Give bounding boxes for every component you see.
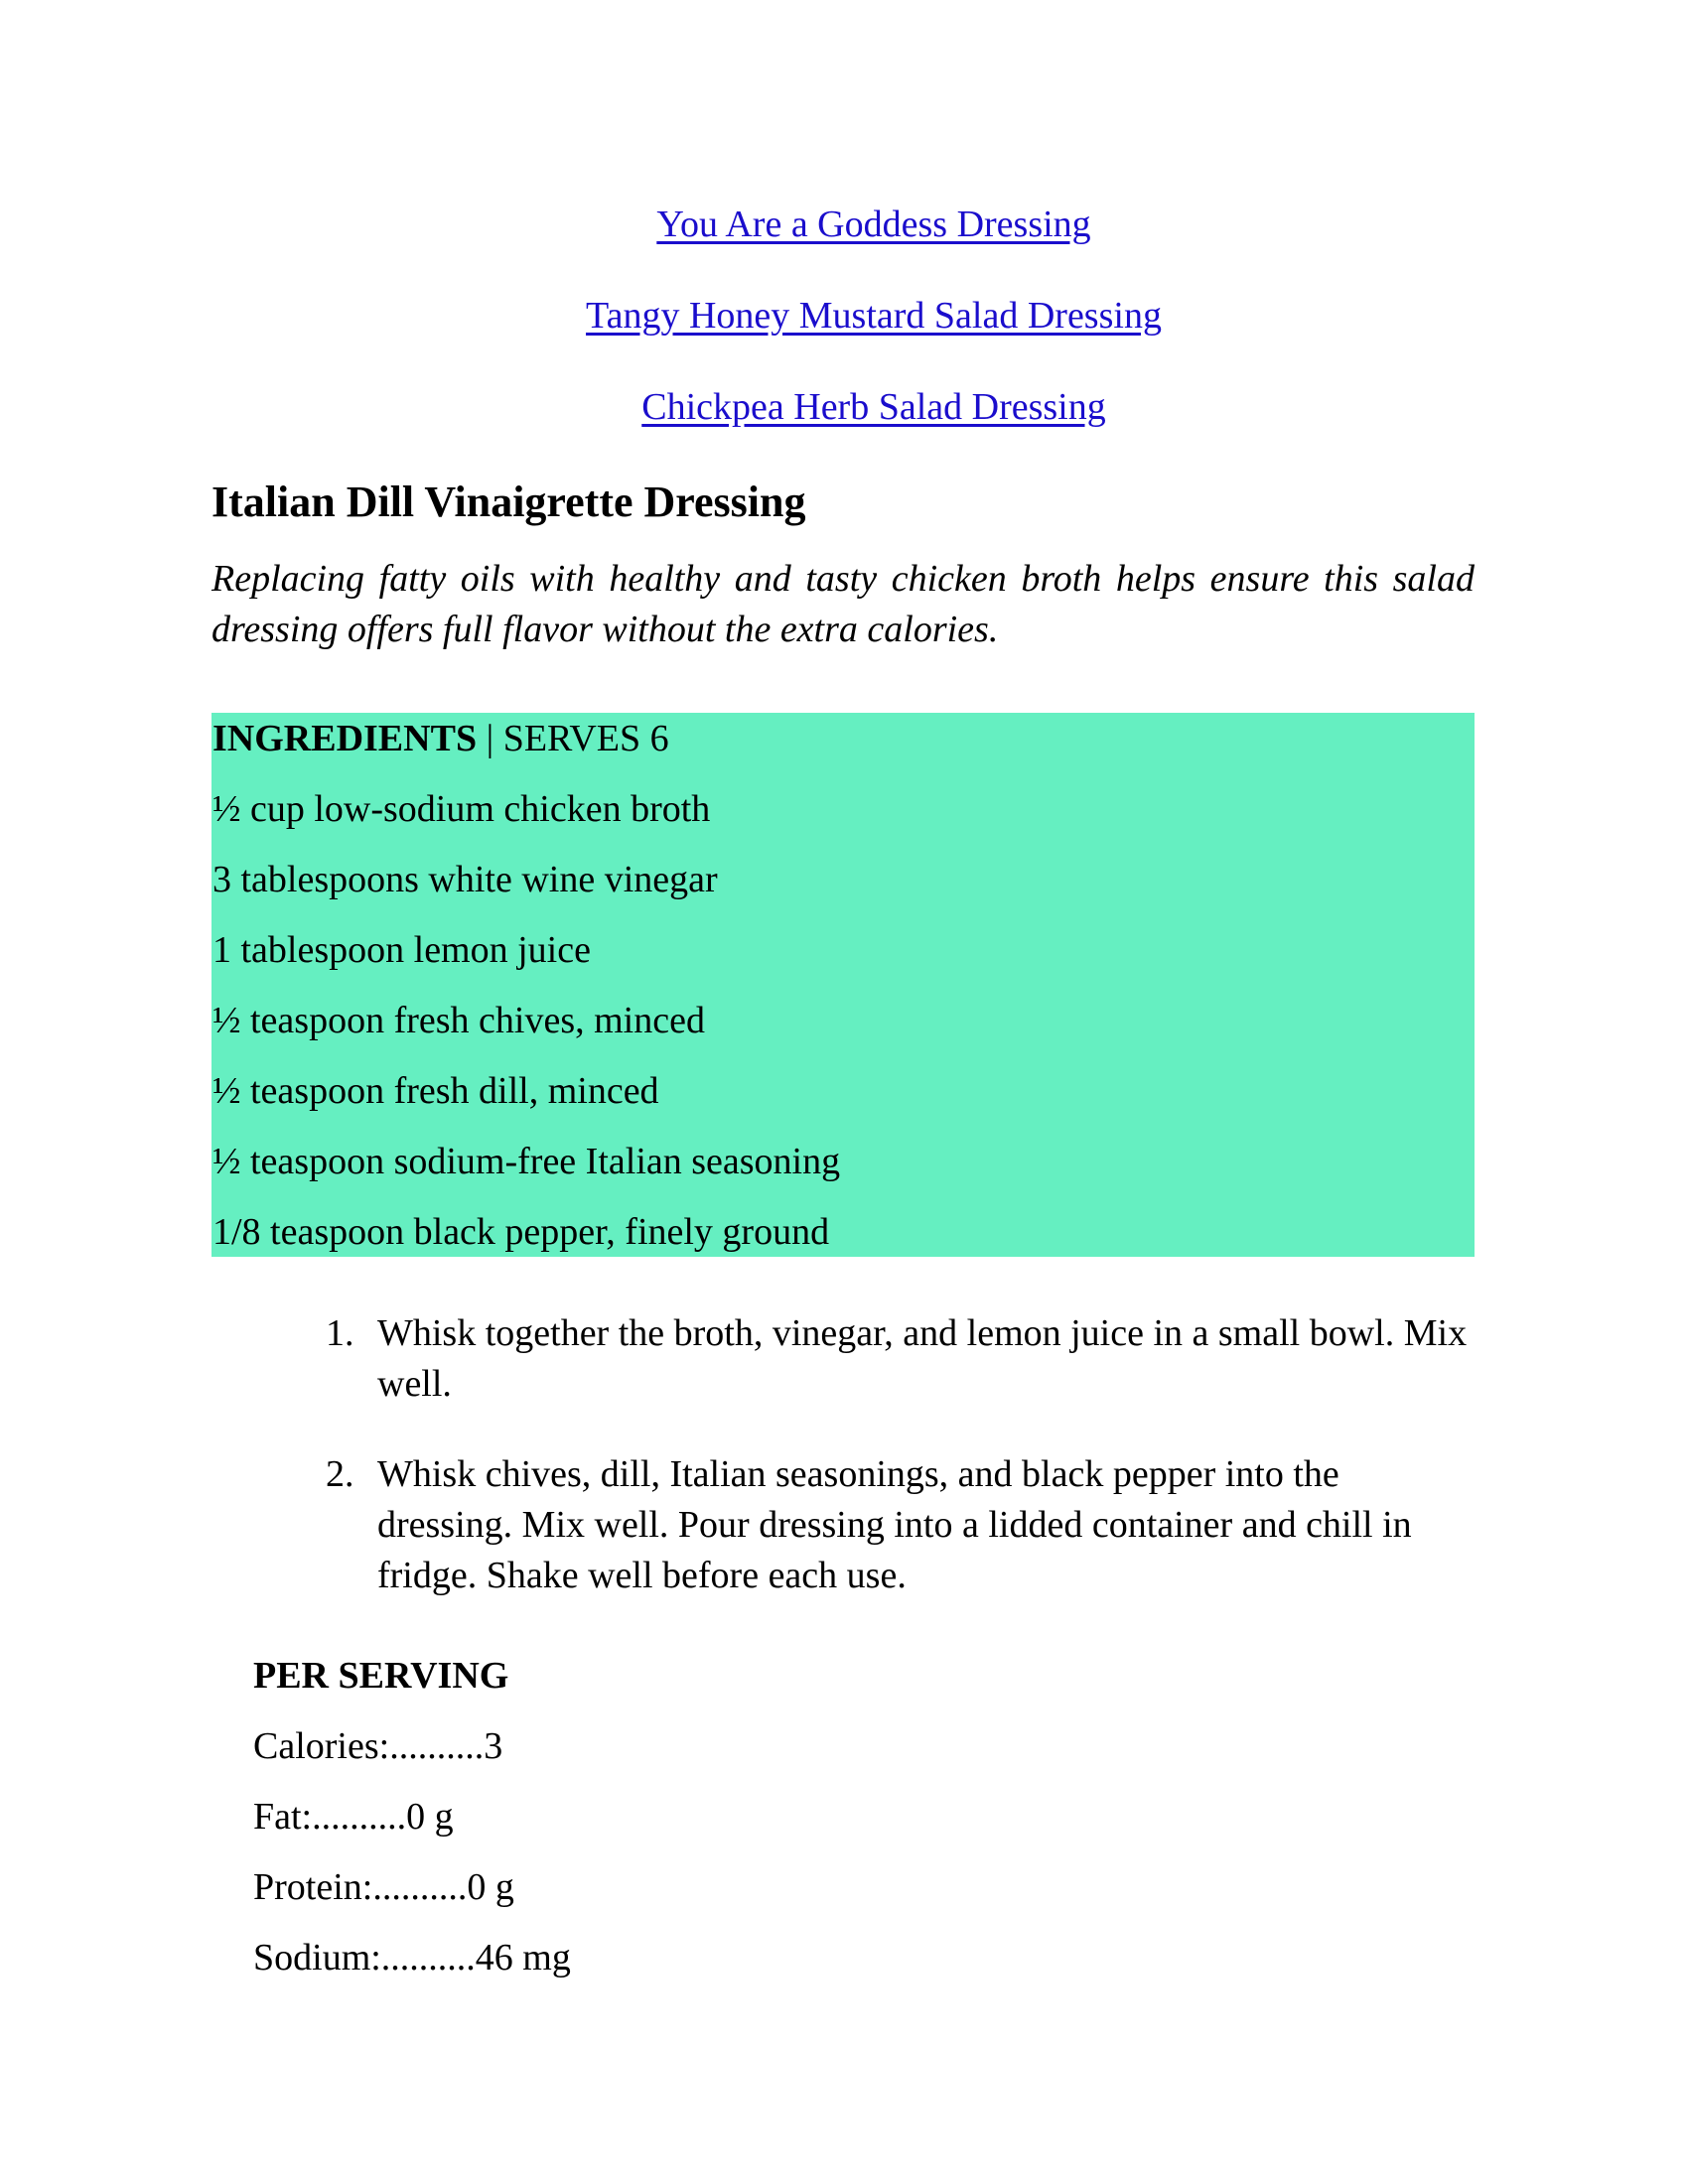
recipe-description: Replacing fatty oils with healthy and tasty chicken broth helps ensure this salad dressing offers full flavor without the extra calories. — [211, 558, 1475, 650]
step-text: Whisk together the broth, vinegar, and lemon juice in a small bowl. Mix well. — [377, 1312, 1468, 1405]
related-links — [0, 195, 1688, 469]
ingredients-header — [211, 713, 1475, 783]
nutrition-sodium: Sodium:..........46 mg — [253, 1937, 571, 1979]
related-link-row — [0, 286, 1688, 377]
ingredient-item: 3 tablespoons white wine vinegar — [212, 859, 718, 900]
nutrition-fat: Fat:..........0 g — [253, 1796, 454, 1838]
ingredient-item: ½ teaspoon sodium-free Italian seasoning — [212, 1141, 841, 1182]
recipe-title: Italian Dill Vinaigrette Dressing — [211, 478, 806, 526]
nutrition-facts — [253, 1648, 571, 2000]
ingredient-item: 1 tablespoon lemon juice — [212, 929, 591, 971]
instruction-step — [326, 1308, 1477, 1410]
link-goddess-dressing[interactable]: You Are a Goddess Dressing — [656, 204, 1091, 245]
related-link-row — [0, 195, 1688, 286]
ingredient-item: 1/8 teaspoon black pepper, finely ground — [212, 1211, 830, 1253]
nutrition-calories: Calories:..........3 — [253, 1725, 503, 1767]
ingredient-item: ½ teaspoon fresh dill, minced — [212, 1070, 659, 1112]
nutrition-protein: Protein:..........0 g — [253, 1866, 514, 1908]
step-text: Whisk chives, dill, Italian seasonings, and black pepper into the dressing. Mix well. Pour dressing into a lidded container and chill in fridge. Shake well before each use. — [377, 1453, 1412, 1596]
step-number: 1. — [326, 1312, 354, 1354]
ingredients-separator: | — [477, 718, 503, 759]
nutrition-heading: PER SERVING — [253, 1655, 509, 1697]
instruction-step — [326, 1449, 1477, 1601]
link-honey-mustard-dressing[interactable]: Tangy Honey Mustard Salad Dressing — [586, 295, 1162, 337]
ingredient-item: ½ cup low-sodium chicken broth — [212, 788, 711, 830]
step-number: 2. — [326, 1453, 354, 1495]
ingredients-heading: INGREDIENTS — [212, 718, 478, 759]
related-link-row — [0, 377, 1688, 469]
serves-count: SERVES 6 — [502, 718, 669, 759]
link-chickpea-herb-dressing[interactable]: Chickpea Herb Salad Dressing — [641, 386, 1106, 428]
ingredient-item: ½ teaspoon fresh chives, minced — [212, 1000, 705, 1041]
ingredients-box — [211, 713, 1475, 1257]
instruction-steps — [326, 1308, 1477, 1641]
